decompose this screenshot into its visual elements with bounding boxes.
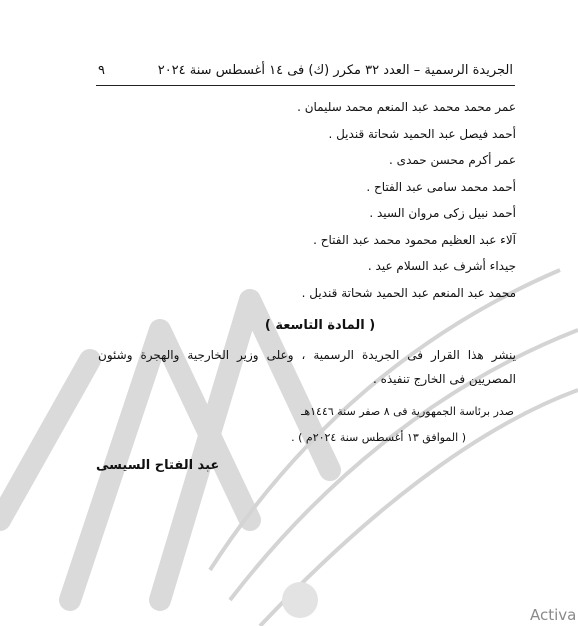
gazette-title: الجريدة الرسمية – العدد ٣٢ مكرر (ك) فى ١٤ أغسطس سنة ٢٠٢٤ — [157, 63, 513, 78]
list-item: عمر محمد محمد عبد المنعم محمد سليمان . — [297, 100, 516, 114]
corresponding-date: ( الموافق ١٣ أغسطس سنة ٢٠٢٤م ) . — [291, 431, 466, 444]
list-item: جيداء أشرف عبد السلام عيد . — [367, 259, 516, 273]
list-item: أحمد فيصل عبد الحميد شحاتة قنديل . — [328, 126, 516, 141]
list-item: محمد عبد المنعم عبد الحميد شحاتة قنديل . — [301, 285, 516, 300]
issued-date: صدر برئاسة الجمهورية فى ٨ صفر سنة ١٤٤٦هـ — [301, 405, 514, 418]
activate-overlay-text: Activa — [530, 606, 577, 624]
list-item: أحمد نبيل زكى مروان السيد . — [369, 206, 516, 220]
page-number: ٩ — [98, 63, 105, 78]
list-item: عمر أكرم محسن حمدى . — [389, 153, 516, 167]
list-item: أحمد محمد سامى عبد الفتاح . — [366, 179, 516, 194]
signature: عبد الفتاح السيسى — [96, 458, 220, 473]
page-header — [96, 57, 515, 86]
article-heading: ( المادة التاسعة ) — [264, 318, 376, 333]
article-text: ينشر هذا القرار فى الجريدة الرسمية ، وعلى وزير الخارجية والهجرة وشئون المصريين فى الخارج تنفيذه . — [98, 348, 516, 386]
list-item: آلاء عبد العظيم محمود محمد عبد الفتاح . — [313, 232, 516, 247]
names-list — [96, 98, 516, 310]
